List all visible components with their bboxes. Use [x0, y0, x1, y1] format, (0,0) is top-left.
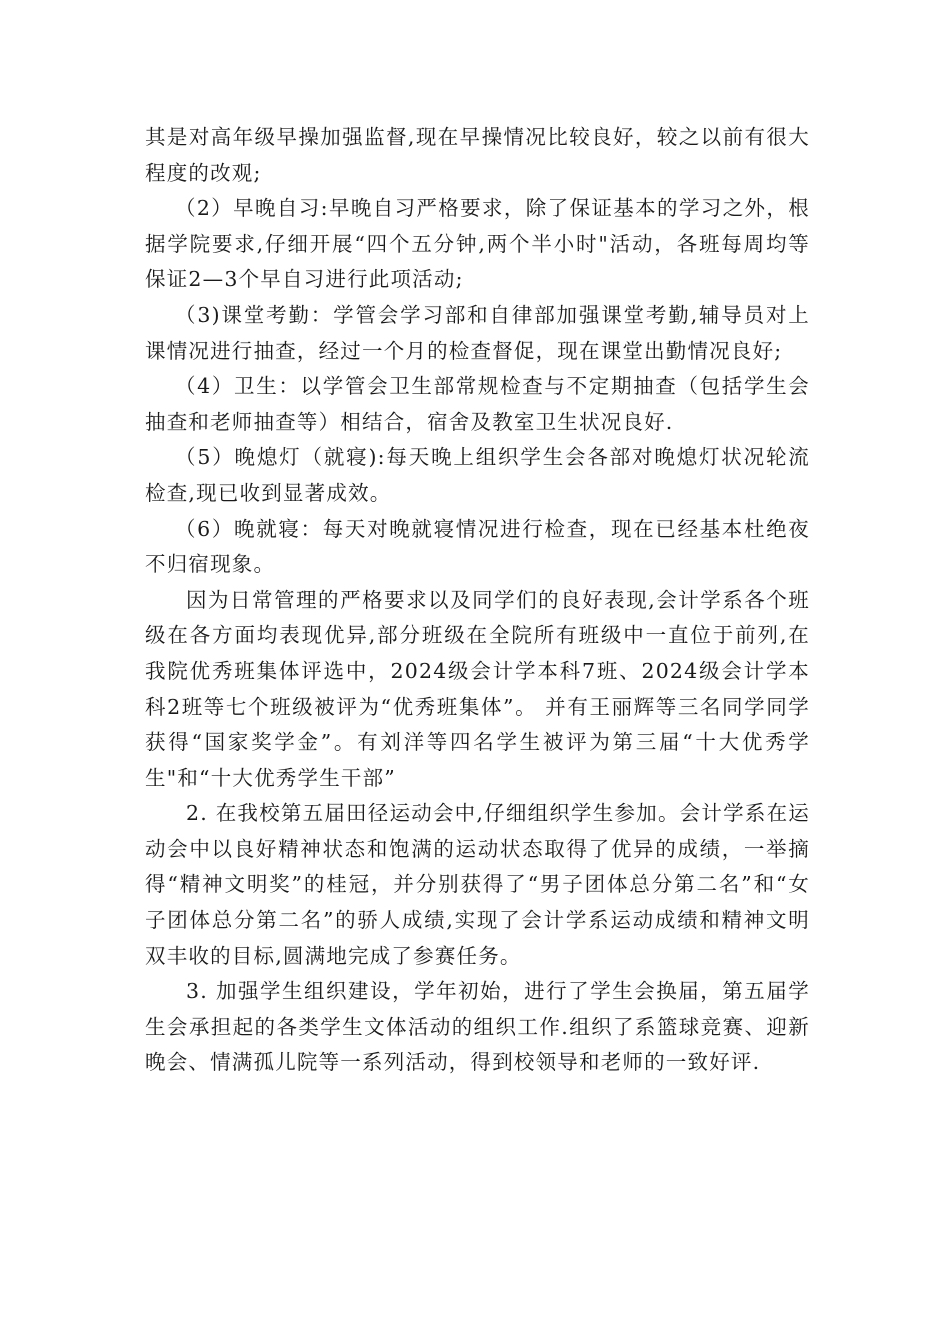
paragraph-lights-out: （5）晚熄灯（就寝):每天晚上组织学生会各部对晚熄灯状况轮流检查,现已收到显著成效。: [145, 445, 810, 505]
paragraph-student-organization: 3. 加强学生组织建设，学年初始，进行了学生会换届，第五届学生会承担起的各类学生文体活动的组织工作.组织了系篮球竞赛、迎新晚会、情满孤儿院等一系列活动，得到校领导和老师的一致好评.: [145, 979, 810, 1075]
paragraph-class-attendance: （3)课堂考勤：学管会学习部和自律部加强课堂考勤,辅导员对上课情况进行抽查，经过一个月的检查督促，现在课堂出勤情况良好;: [145, 302, 810, 363]
paragraph-hygiene: （4）卫生：以学管会卫生部常规检查与不定期抽查（包括学生会抽查和老师抽查等）相结合，宿舍及教室卫生状况良好.: [145, 374, 810, 434]
paragraph-sports-meet: 2. 在我校第五届田径运动会中,仔细组织学生参加。会计学系在运动会中以良好精神状态和饱满的运动状态取得了优异的成绩，一举摘得“精神文明奖”的桂冠，并分别获得了“男子团体总分第二名”和“女子团体总分第二名”的骄人成绩,实现了会计学系运动成绩和精神文明双丰收的目标,圆满地完成了参赛任务。: [145, 801, 810, 968]
paragraph-bedtime: （6）晚就寝：每天对晚就寝情况进行检查，现在已经基本杜绝夜不归宿现象。: [145, 516, 810, 577]
paragraph-class-honors: 因为日常管理的严格要求以及同学们的良好表现,会计学系各个班级在各方面均表现优异,部分班级在全院所有班级中一直位于前列,在我院优秀班集体评选中，2024级会计学本科7班、2024级会计学本科2班等七个班级被评为“优秀班集体”。 并有王丽辉等三名同学同学获得“国家奖学金”。有刘洋等四名学生被评为第三届“十大优秀学生"和“十大优秀学生干部”: [145, 587, 810, 790]
document-body: [145, 120, 810, 1081]
paragraph-morning-exercise-cont: 其是对高年级早操加强监督,现在早操情况比较良好，较之以前有很大程度的改观;: [145, 125, 810, 185]
paragraph-self-study: （2）早晚自习:早晚自习严格要求，除了保证基本的学习之外，根据学院要求,仔细开展“四个五分钟,两个半小时"活动，各班每周均等保证2—3个早自习进行此项活动;: [145, 196, 810, 292]
